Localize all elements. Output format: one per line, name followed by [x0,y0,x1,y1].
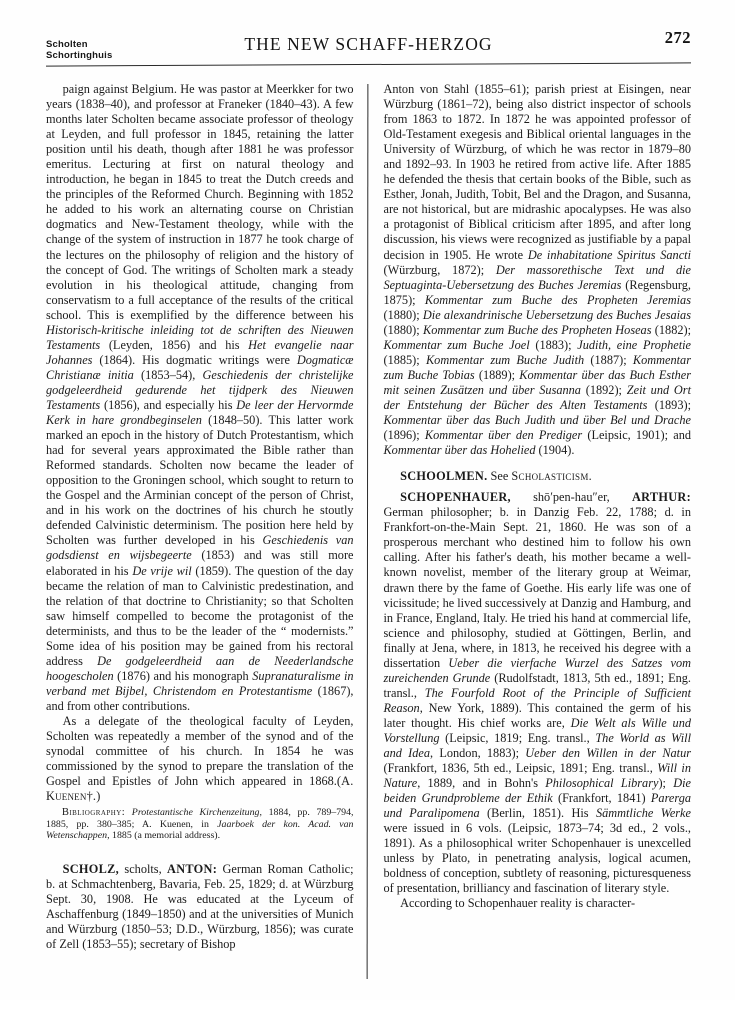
text-run: (Rudolfstadt, 1813, 5th ed., 1891; Eng. transl., [383,670,692,700]
text-run: , New York, 1889). This contained the germ of his later thought. His chief works are, [383,700,691,730]
text-run: (1883); [529,337,578,352]
work-judith-bel-drache: Kommentar über das Buch Judith und über Bel und Drache [383,413,691,428]
text-run: (1889); [474,367,520,382]
running-head-line2: Schortinghuis [46,49,113,61]
column-container [46,82,691,1012]
column-divider [366,84,368,979]
text-run: (1856), and especially his [100,397,237,412]
title-het-evangelie: Het evangelie naar Johannes [46,337,354,367]
title-historisch-kritische: Historisch-kritische inleiding tot de schriften des Nieuwen Testaments [46,322,354,352]
title-dogmaticae: Dogmaticæ Christianæ initia [46,352,354,382]
entry-scholz [46,862,354,952]
entry-given-name-scholz: ANTON: [167,862,218,877]
bibliography-label: Bibliography: [61,807,126,819]
bib-title-protestantische: Protestantische Kirchenzeitung [131,807,260,819]
text-run: (1853) and was still more elaborated in his [46,548,354,578]
page-header [46,28,691,68]
text-run: (1848–50). This latter work marked an epoch in the history of Dutch Protestantism, which had for several years approximated the Bible rather than Reformed standards. Scholten now became the leader of opposition to the Groningen school, which sought to return to the Gospel and the Arminian concept of the person of Christ, and in his work on the doctrines of his church he stoutly defended Calvinistic determinism. The position here held by Scholten was further developed in his [46,413,354,548]
work-parerga: Parerga und Paralipomena [383,791,691,821]
running-head-line1: Scholten [46,39,88,50]
text-run: (Berlin, 1851). His [479,806,596,821]
header-rule [46,62,691,66]
text-run: German philosopher; b. in Danzig Feb. 22, 1788; d. in Frankfort-on-the-Main Sept. 21, 1860. He was son of a prosperous merchant who destined him to follow his own calling. After his father's death, his mother became a well-known novelist, member of the literary group at Weimar, drawn there by the fame of Goethe. His early life was one of vicissitude; he lived successively at Danzig and Hamburg, and in France, England, Italy. He tried his hand at commercial life, science and philosophy, studied at Göttingen, Berlin, and finally at Jena, where, in 1813, he received his degree with a dissertation [383,505,691,670]
entry-spacer [383,458,691,469]
text-run: ); [658,776,674,791]
work-vierfache-wurzel: Ueber die vierfache Wurzel des Satzes vom zureichenden Grunde [383,655,691,685]
work-world-as-will: The World as Will and Idea [383,730,691,761]
running-head-title: THE NEW SCHAFF-HERZOG [244,34,493,54]
text-run: German Roman Catholic; b. at Schmachtenberg, Bavaria, Feb. 25, 1829; d. at Würzburg Sept. 30, 1908. He was educated at the Lyceum of Aschaffenburg (1849–1850) and at the universities of Munich and Würzburg (1850–53; D.D., Würzburg, 1856); was curate of Zell (1853–55); secretary of Bishop [46,862,354,952]
entry-given-name-schopenhauer: ARTHUR: [631,490,692,505]
text-run: (Leyden, 1856) and his [100,337,249,352]
entry-schoolmen [383,469,691,484]
entry-spacer [46,842,354,862]
work-kommentar-hohelied: Kommentar über das Hohelied [383,443,536,458]
work-kommentar-hoseas: Kommentar zum Buche des Propheten Hoseas [423,322,652,337]
work-alexandrinische-jesaias: Die alexandrinische Uebersetzung des Buches Jesaias [422,307,691,322]
text-run: paign against Belgium. He was pastor at Meerkker for two years (1838–40), and professor at Franeker (1840–43). A few months later Scholten became associate professor of theology at Leyden, and full professor in 1845, retaining the latter position until his death, though after 1881 he was professor emeritus. Lecturing at first on natural theology and introduction, he began in 1845 to treat the Dutch creeds and the principles of the Reformed Church. Beginning with 1852 he added to his work an alternating course on Christian dogmatics and New-Testament theology, while with the change of the system of instruction in 1877 he took charge of the lectures on the philosophy of religion and the history of the concept of God. The writings of Scholten mark a steady evolution in his theological attitude, changing from conservatism to a full acceptance of the results of the critical school. This is exemplified by the difference between his [46,82,354,322]
text-run: (1864). His dogmatic writings were [92,352,297,367]
text-run: (1882); [651,322,692,337]
pronunciation-scholz: scholts, [124,862,162,877]
entry-headword-scholz: SCHOLZ, [62,862,120,877]
work-kommentar-esther: Kommentar über das Buch Esther mit seinen Zusätzen und über Susanna [383,367,691,397]
paragraph-scholz-continued [383,82,691,458]
work-kommentar-tobias: Kommentar zum Buche Tobias [383,352,691,382]
text-run: , 1884, pp. 789–794, 1885, pp. 380–385; A. Kuenen, in [46,807,354,830]
entry-headword-schoolmen: SCHOOLMEN. [400,469,488,484]
pronunciation-schopenhauer: shō′pen-hau″er, [533,490,610,505]
work-de-inhabitatione: De inhabitatione Spiritus Sancti [527,247,691,262]
cross-reference-scholasticism[interactable]: Scholasticism. [511,469,592,484]
article-signature: (A. Kuenen†.) [46,774,354,804]
title-de-leer: De leer der Hervormde Kerk in hare grondbeginselen [46,397,354,428]
text-run: (1859). The question of the day became the relation of man to Calvinistic predestination, and the relation of that doctrine to Christianity; so that Scholten saw himself compelled to become the protagonist of the determinists, and thus to be the leader of the “ modernists.” Some idea of his position may be gained from his rectoral address [46,563,354,668]
bib-title-jaarboek: Jaarboek der kon. Acad. van Wetenschappen [46,818,354,842]
paragraph-scholten-works [46,82,354,714]
work-will-in-nature: Will in Nature [383,761,691,791]
text-run: (Frankfort, 1841) [552,791,651,806]
text-run: (1853–54), [133,367,203,382]
work-philosophical-library: Philosophical Library [545,776,659,791]
work-kommentar-judith: Kommentar zum Buche Judith [425,352,585,367]
work-kommentar-prediger: Kommentar über den Prediger [424,428,583,443]
text-run: (1896); [383,428,425,443]
text-run: See [487,469,512,484]
text-run: (1876) and his monograph [113,668,253,683]
text-run: Anton von Stahl (1855–61); parish priest at Eisingen, near Würzburg (1861–72), being also district inspector of schools from 1863 to 1872. In 1872 he was appointed professor of Old-Testament exegesis and Biblical oriental languages in the University of Würzburg, of which he was rector in 1879–80 and 1892–93. In 1903 he retired from active life. After 1885 he defended the thesis that certain books of the Bible, such as Esther, Jonah, Judith, Tobit, Bel and the Dragon, and Susanna, are not historical, but are midrashic apocalypses. He was also a protagonist of Biblical criticism after 1895, and after long discussion, his views were recognized as justifiable by a papal decision in 1905. He wrote [383,82,691,262]
entry-headword-schopenhauer: SCHOPENHAUER, [400,490,511,505]
page-number: 272 [664,28,691,47]
work-kommentar-joel: Kommentar zum Buche Joel [383,337,530,352]
left-column [46,82,367,1012]
work-willen-in-der-natur: Ueber den Willen in der Natur [525,746,692,761]
title-de-godgeleerdheid: De godgeleerdheid aan de Neederlandsche hoogescholen [46,653,354,683]
title-geschiedenis-godsdienst: Geschiedenis van godsdienst en wijsbegeerte [46,533,354,563]
text-run: (1867), and from other contributions. [46,683,354,713]
work-kommentar-jeremias: Kommentar zum Buche des Propheten Jeremias [424,292,691,307]
text-run: (Leipsic, 1819; Eng. transl., [439,730,596,745]
work-welt-als-wille: Die Welt als Wille und Vorstellung [383,715,691,745]
work-massorethische-text: Der massorethische Text und die Septuaginta-Uebersetzung des Buches Jeremias [383,262,691,292]
text-run: , 1885 (a memorial address). [107,830,221,842]
text-run: , London, 1883); [430,746,526,761]
work-judith-prophetie: Judith, eine Prophetie [577,337,692,352]
bibliography-scholten [46,807,354,842]
paragraph-schopenhauer-reality [383,896,691,911]
right-column [367,82,691,1012]
text-run: (Regensburg, 1875); [383,277,691,307]
text-run: (1880); [383,307,423,322]
paragraph-scholten-synod [46,714,354,804]
work-grundprobleme-ethik: Die beiden Grundprobleme der Ethik [383,776,691,806]
text-run: (Frankfort, 1836, 5th ed., Leipsic, 1891; Eng. transl., [383,761,658,776]
text-run: As a delegate of the theological faculty of Leyden, Scholten was repeatedly a member of the synod and of the synodal committee of his church. In 1854 he was commissioned by the synod to prepare the translation of the Gospel and Epistles of John which appeared in 1868. [46,713,354,789]
title-de-vrije-wil: De vrije wil [132,563,192,578]
work-fourfold-root: The Fourfold Root of the Principle of Sufficient Reason [383,685,691,715]
text-run: According to Schopenhauer reality is character- [400,896,636,911]
title-supranaturalisme: Supranaturalisme in verband met Bijbel, Christendom en Protestantisme [46,668,354,698]
text-run: (Würzburg, 1872); [383,262,496,277]
text-run: (1880); [383,322,423,337]
entry-schopenhauer [383,490,691,896]
text-run: (1904). [535,443,575,458]
work-saemmtliche-werke: Sämmtliche Werke [595,806,691,821]
work-zeit-und-ort: Zeit und Ort der Entstehung der Bücher des Alten Testaments [383,382,692,412]
title-geschiedenis-christelijke: Geschiedenis der christelijke godgeleerdheid gedurende het tijdperk des Nieuwen Testaments [46,367,354,412]
text-run: (Leipsic, 1901); and [582,428,692,443]
text-run: (1885); [383,352,426,367]
text-run: , 1889, and in Bohn's [417,776,546,791]
text-run: (1893); [647,397,691,412]
text-run: (1892); [580,382,627,397]
text-run: (1887); [584,352,633,367]
text-run: were issued in 6 vols. (Leipsic, 1873–74; 3d ed., 2 vols., 1891). As a philosophical writer Schopenhauer is unexcelled unless by Plato, in penetrating analysis, logical acumen, boldness of conception, subtlety of reasoning, picturesqueness of presentation, brilliancy and fascination of literary style. [383,821,691,896]
